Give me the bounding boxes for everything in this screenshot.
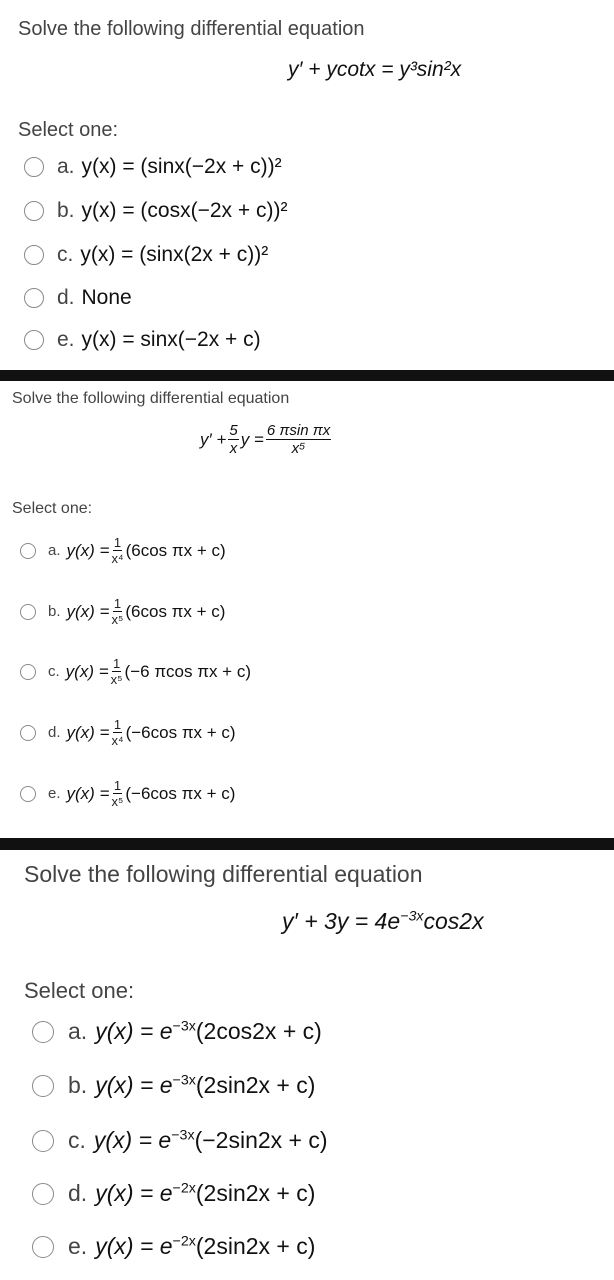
fraction-numerator: 1 xyxy=(113,596,122,611)
question-title: Solve the following differential equation xyxy=(12,390,290,407)
question-equation xyxy=(282,908,484,935)
option-text: y(x) = (cosx(−2x + c))² xyxy=(81,199,288,222)
equation-base: y′ + 3y = 4e xyxy=(282,908,401,934)
option-lhs: y(x) = xyxy=(66,783,110,803)
option-expression xyxy=(95,1072,315,1099)
answer-option-a[interactable] xyxy=(32,1018,322,1045)
answer-option-d[interactable] xyxy=(24,286,132,310)
fraction-denominator: x⁵ xyxy=(111,612,124,627)
option-fraction xyxy=(112,597,124,626)
equation-fraction xyxy=(228,423,238,456)
select-one-label: Select one: xyxy=(24,978,135,1003)
option-letter: a. xyxy=(48,542,61,559)
option-tail: (−2sin2x + c) xyxy=(194,1127,328,1153)
option-letter: b. xyxy=(68,1072,88,1098)
option-letter: d. xyxy=(57,286,75,309)
option-text: y(x) = sinx(−2x + c) xyxy=(81,328,261,351)
radio-button[interactable] xyxy=(32,1130,54,1152)
fraction-denominator: x⁵ xyxy=(110,672,123,687)
option-fraction xyxy=(112,779,124,808)
option-text: y(x) = (sinx(2x + c))² xyxy=(80,243,269,266)
option-base: y(x) = e xyxy=(93,1127,172,1153)
answer-option-a[interactable] xyxy=(20,536,226,565)
radio-button[interactable] xyxy=(32,1075,54,1097)
radio-button[interactable] xyxy=(20,604,36,620)
question-3-panel xyxy=(0,850,614,1280)
fraction-denominator: x⁵ xyxy=(111,794,124,809)
radio-button[interactable] xyxy=(20,725,36,741)
answer-option-b[interactable] xyxy=(24,199,287,223)
option-letter: c. xyxy=(68,1127,86,1153)
option-letter: d. xyxy=(68,1180,88,1206)
question-title: Solve the following differential equation xyxy=(24,861,423,887)
option-fraction xyxy=(112,536,124,565)
option-lhs: y(x) = xyxy=(66,540,110,560)
select-one-label: Select one: xyxy=(12,500,93,517)
option-expression xyxy=(95,1233,315,1260)
option-letter: c. xyxy=(48,663,60,680)
fraction-numerator: 6 πsin πx xyxy=(266,422,331,439)
radio-button[interactable] xyxy=(24,288,44,308)
radio-button[interactable] xyxy=(20,786,36,802)
fraction-denominator: x⁵ xyxy=(291,440,306,457)
option-rest: (6cos πx + c) xyxy=(125,540,226,560)
option-fraction xyxy=(112,718,124,747)
option-exponent: −3x xyxy=(172,1018,196,1035)
section-divider xyxy=(0,838,614,850)
fraction-numerator: 1 xyxy=(113,778,122,793)
option-rest: (−6 πcos πx + c) xyxy=(124,661,251,681)
option-tail: (2cos2x + c) xyxy=(195,1018,322,1044)
radio-button[interactable] xyxy=(24,157,44,177)
option-rest: (−6cos πx + c) xyxy=(125,783,236,803)
fraction-denominator: x⁴ xyxy=(111,733,124,748)
radio-button[interactable] xyxy=(20,664,36,680)
option-text: None xyxy=(81,286,132,309)
option-text: y(x) = (sinx(−2x + c))² xyxy=(81,155,282,178)
question-2-panel xyxy=(0,381,614,838)
question-equation: y′ + ycotx = y³sin²x xyxy=(288,58,462,81)
answer-option-b[interactable] xyxy=(20,597,225,626)
radio-button[interactable] xyxy=(20,543,36,559)
option-rest: (6cos πx + c) xyxy=(125,601,226,621)
option-base: y(x) = e xyxy=(95,1072,173,1098)
option-expression xyxy=(95,1180,315,1207)
answer-option-c[interactable] xyxy=(20,657,251,686)
option-letter: e. xyxy=(57,328,75,351)
select-one-label: Select one: xyxy=(18,119,119,141)
option-letter: a. xyxy=(57,155,75,178)
equation-tail: cos2x xyxy=(423,908,484,934)
question-equation xyxy=(200,423,333,456)
fraction-numerator: 1 xyxy=(113,535,122,550)
option-exponent: −2x xyxy=(172,1233,196,1250)
equation-exponent: −3x xyxy=(400,908,424,925)
equation-lhs: y′ + xyxy=(200,429,227,449)
equation-rhs-fraction xyxy=(266,423,331,456)
radio-button[interactable] xyxy=(32,1183,54,1205)
answer-option-d[interactable] xyxy=(32,1180,315,1207)
option-tail: (2sin2x + c) xyxy=(195,1180,316,1206)
answer-option-e[interactable] xyxy=(32,1233,315,1260)
option-letter: b. xyxy=(48,603,61,620)
question-title: Solve the following differential equation xyxy=(18,18,365,40)
option-expression xyxy=(94,1127,328,1154)
option-letter: a. xyxy=(68,1018,88,1044)
answer-option-b[interactable] xyxy=(32,1072,315,1099)
answer-option-a[interactable] xyxy=(24,155,282,179)
option-tail: (2sin2x + c) xyxy=(195,1233,316,1259)
fraction-denominator: x xyxy=(229,440,238,457)
fraction-denominator: x⁴ xyxy=(111,551,124,566)
equation-middle: y = xyxy=(240,429,264,449)
option-tail: (2sin2x + c) xyxy=(195,1072,316,1098)
option-letter: e. xyxy=(48,785,61,802)
option-lhs: y(x) = xyxy=(66,601,110,621)
option-exponent: −2x xyxy=(172,1180,196,1197)
option-base: y(x) = e xyxy=(95,1180,173,1206)
radio-button[interactable] xyxy=(32,1236,54,1258)
radio-button[interactable] xyxy=(32,1021,54,1043)
section-divider xyxy=(0,370,614,381)
answer-option-e[interactable] xyxy=(20,779,235,808)
question-1-panel xyxy=(0,0,614,370)
radio-button[interactable] xyxy=(24,330,44,350)
option-base: y(x) = e xyxy=(95,1018,173,1044)
radio-button[interactable] xyxy=(24,201,44,221)
radio-button[interactable] xyxy=(24,245,44,265)
answer-option-c[interactable] xyxy=(24,243,268,267)
option-lhs: y(x) = xyxy=(65,661,109,681)
option-letter: c. xyxy=(57,243,74,266)
option-rest: (−6cos πx + c) xyxy=(125,722,236,742)
answer-option-d[interactable] xyxy=(20,718,236,747)
answer-option-c[interactable] xyxy=(32,1127,328,1154)
option-fraction xyxy=(111,657,123,686)
option-lhs: y(x) = xyxy=(66,722,110,742)
option-exponent: −3x xyxy=(171,1127,195,1144)
option-exponent: −3x xyxy=(172,1072,196,1089)
option-letter: d. xyxy=(48,724,61,741)
option-letter: b. xyxy=(57,199,75,222)
fraction-numerator: 5 xyxy=(229,422,238,439)
option-base: y(x) = e xyxy=(95,1233,173,1259)
fraction-numerator: 1 xyxy=(112,656,121,671)
fraction-numerator: 1 xyxy=(113,717,122,732)
option-letter: e. xyxy=(68,1233,88,1259)
option-expression xyxy=(95,1018,322,1045)
answer-option-e[interactable] xyxy=(24,328,261,352)
